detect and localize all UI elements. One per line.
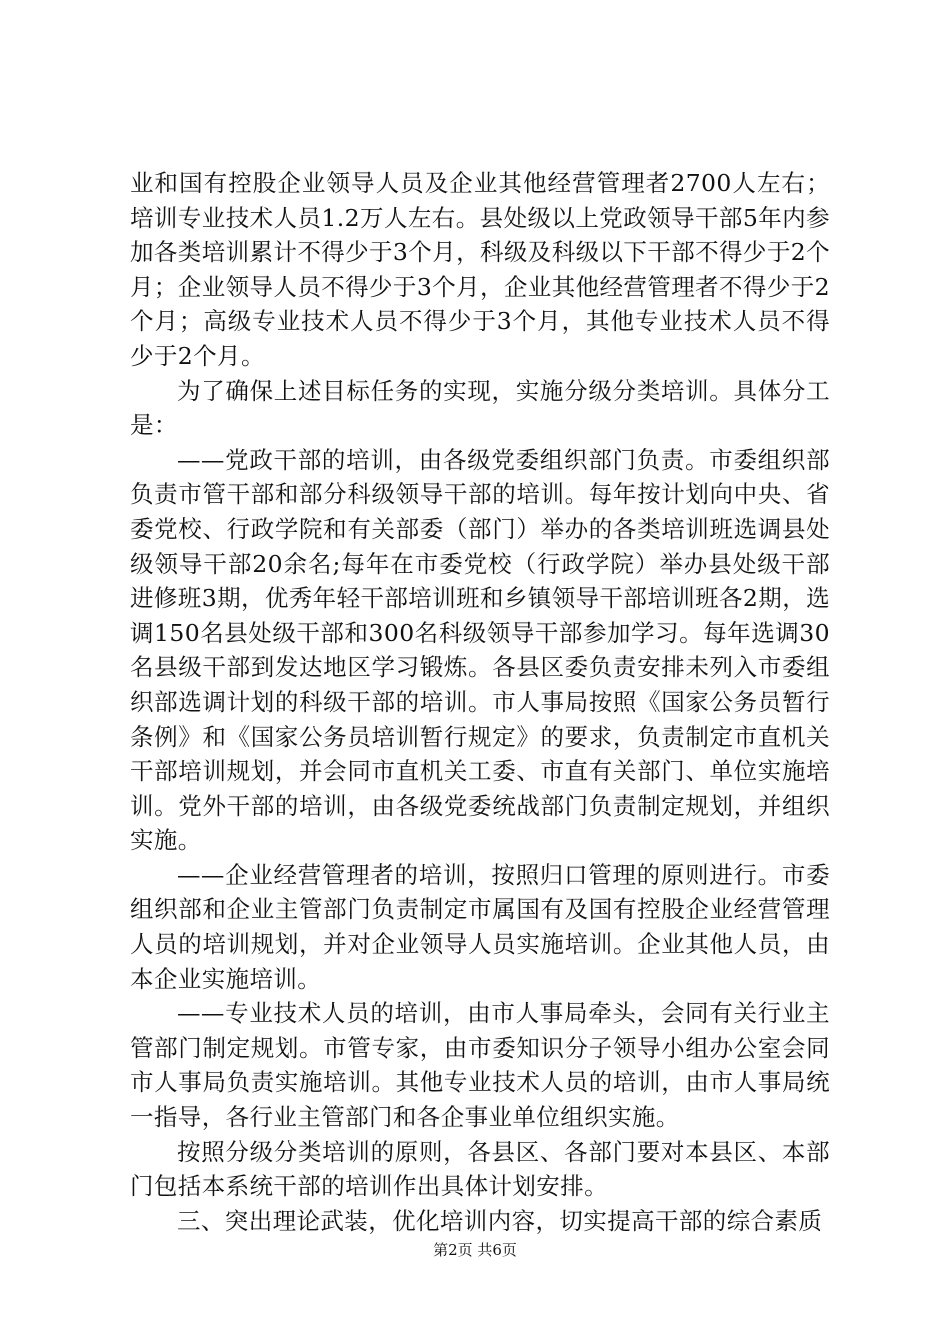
section-heading-three: 三、突出理论武装，优化培训内容，切实提高干部的综合素质 <box>177 1206 823 1235</box>
paragraph-division-intro: 为了确保上述目标任务的实现，实施分级分类培训。具体分工是： <box>130 376 830 440</box>
paragraph-party-cadre-training: ——党政干部的培训，由各级党委组织部门负责。市委组织部负责市管干部和部分科级领导干部的培训。每年按计划向中央、省委党校、行政学院和有关部委（部门）举办的各类培训班选调县处级领导干部20余名;每年在市委党校（行政学院）举办县处级干部进修班3期，优秀年轻干部培训班和乡镇领导干部培训班各2期，选调150名县处级干部和300名科级领导干部参加学习。每年选调30名县级干部到发达地区学习锻炼。各县区委负责安排未列入市委组织部选调计划的科级干部的培训。市人事局按照《国家公务员暂行条例》和《国家公务员培训暂行规定》的要求，负责制定市直机关干部培训规划，并会同市直机关工委、市直有关部门、单位实施培训。党外干部的培训，由各级党委统战部门负责制定规划，并组织实施。 <box>130 445 830 855</box>
paragraph-enterprise-manager-training: ——企业经营管理者的培训，按照归口管理的原则进行。市委组织部和企业主管部门负责制定市属国有及国有控股企业经营管理人员的培训规划，并对企业领导人员实施培训。企业其他人员，由本企业实施培训。 <box>130 860 830 993</box>
page-number-footer: 第2页 共6页 <box>433 1241 517 1259</box>
paragraph-continuation: 业和国有控股企业领导人员及企业其他经营管理者2700人左右；培训专业技术人员1.2万人左右。县处级以上党政领导干部5年内参加各类培训累计不得少于3个月，科级及科级以下干部不得少于2个月；企业领导人员不得少于3个月，企业其他经营管理者不得少于2个月；高级专业技术人员不得少于3个月，其他专业技术人员不得少于2个月。 <box>130 169 830 370</box>
paragraph-planning-arrangement: 按照分级分类培训的原则，各县区、各部门要对本县区、本部门包括本系统干部的培训作出具体计划安排。 <box>130 1137 830 1201</box>
paragraph-professional-staff-training: ——专业技术人员的培训，由市人事局牵头，会同有关行业主管部门制定规划。市管专家，由市委知识分子领导小组办公室会同市人事局负责实施培训。其他专业技术人员的培训，由市人事局统一指导，各行业主管部门和各企事业单位组织实施。 <box>130 999 830 1132</box>
document-body <box>130 166 830 1238</box>
